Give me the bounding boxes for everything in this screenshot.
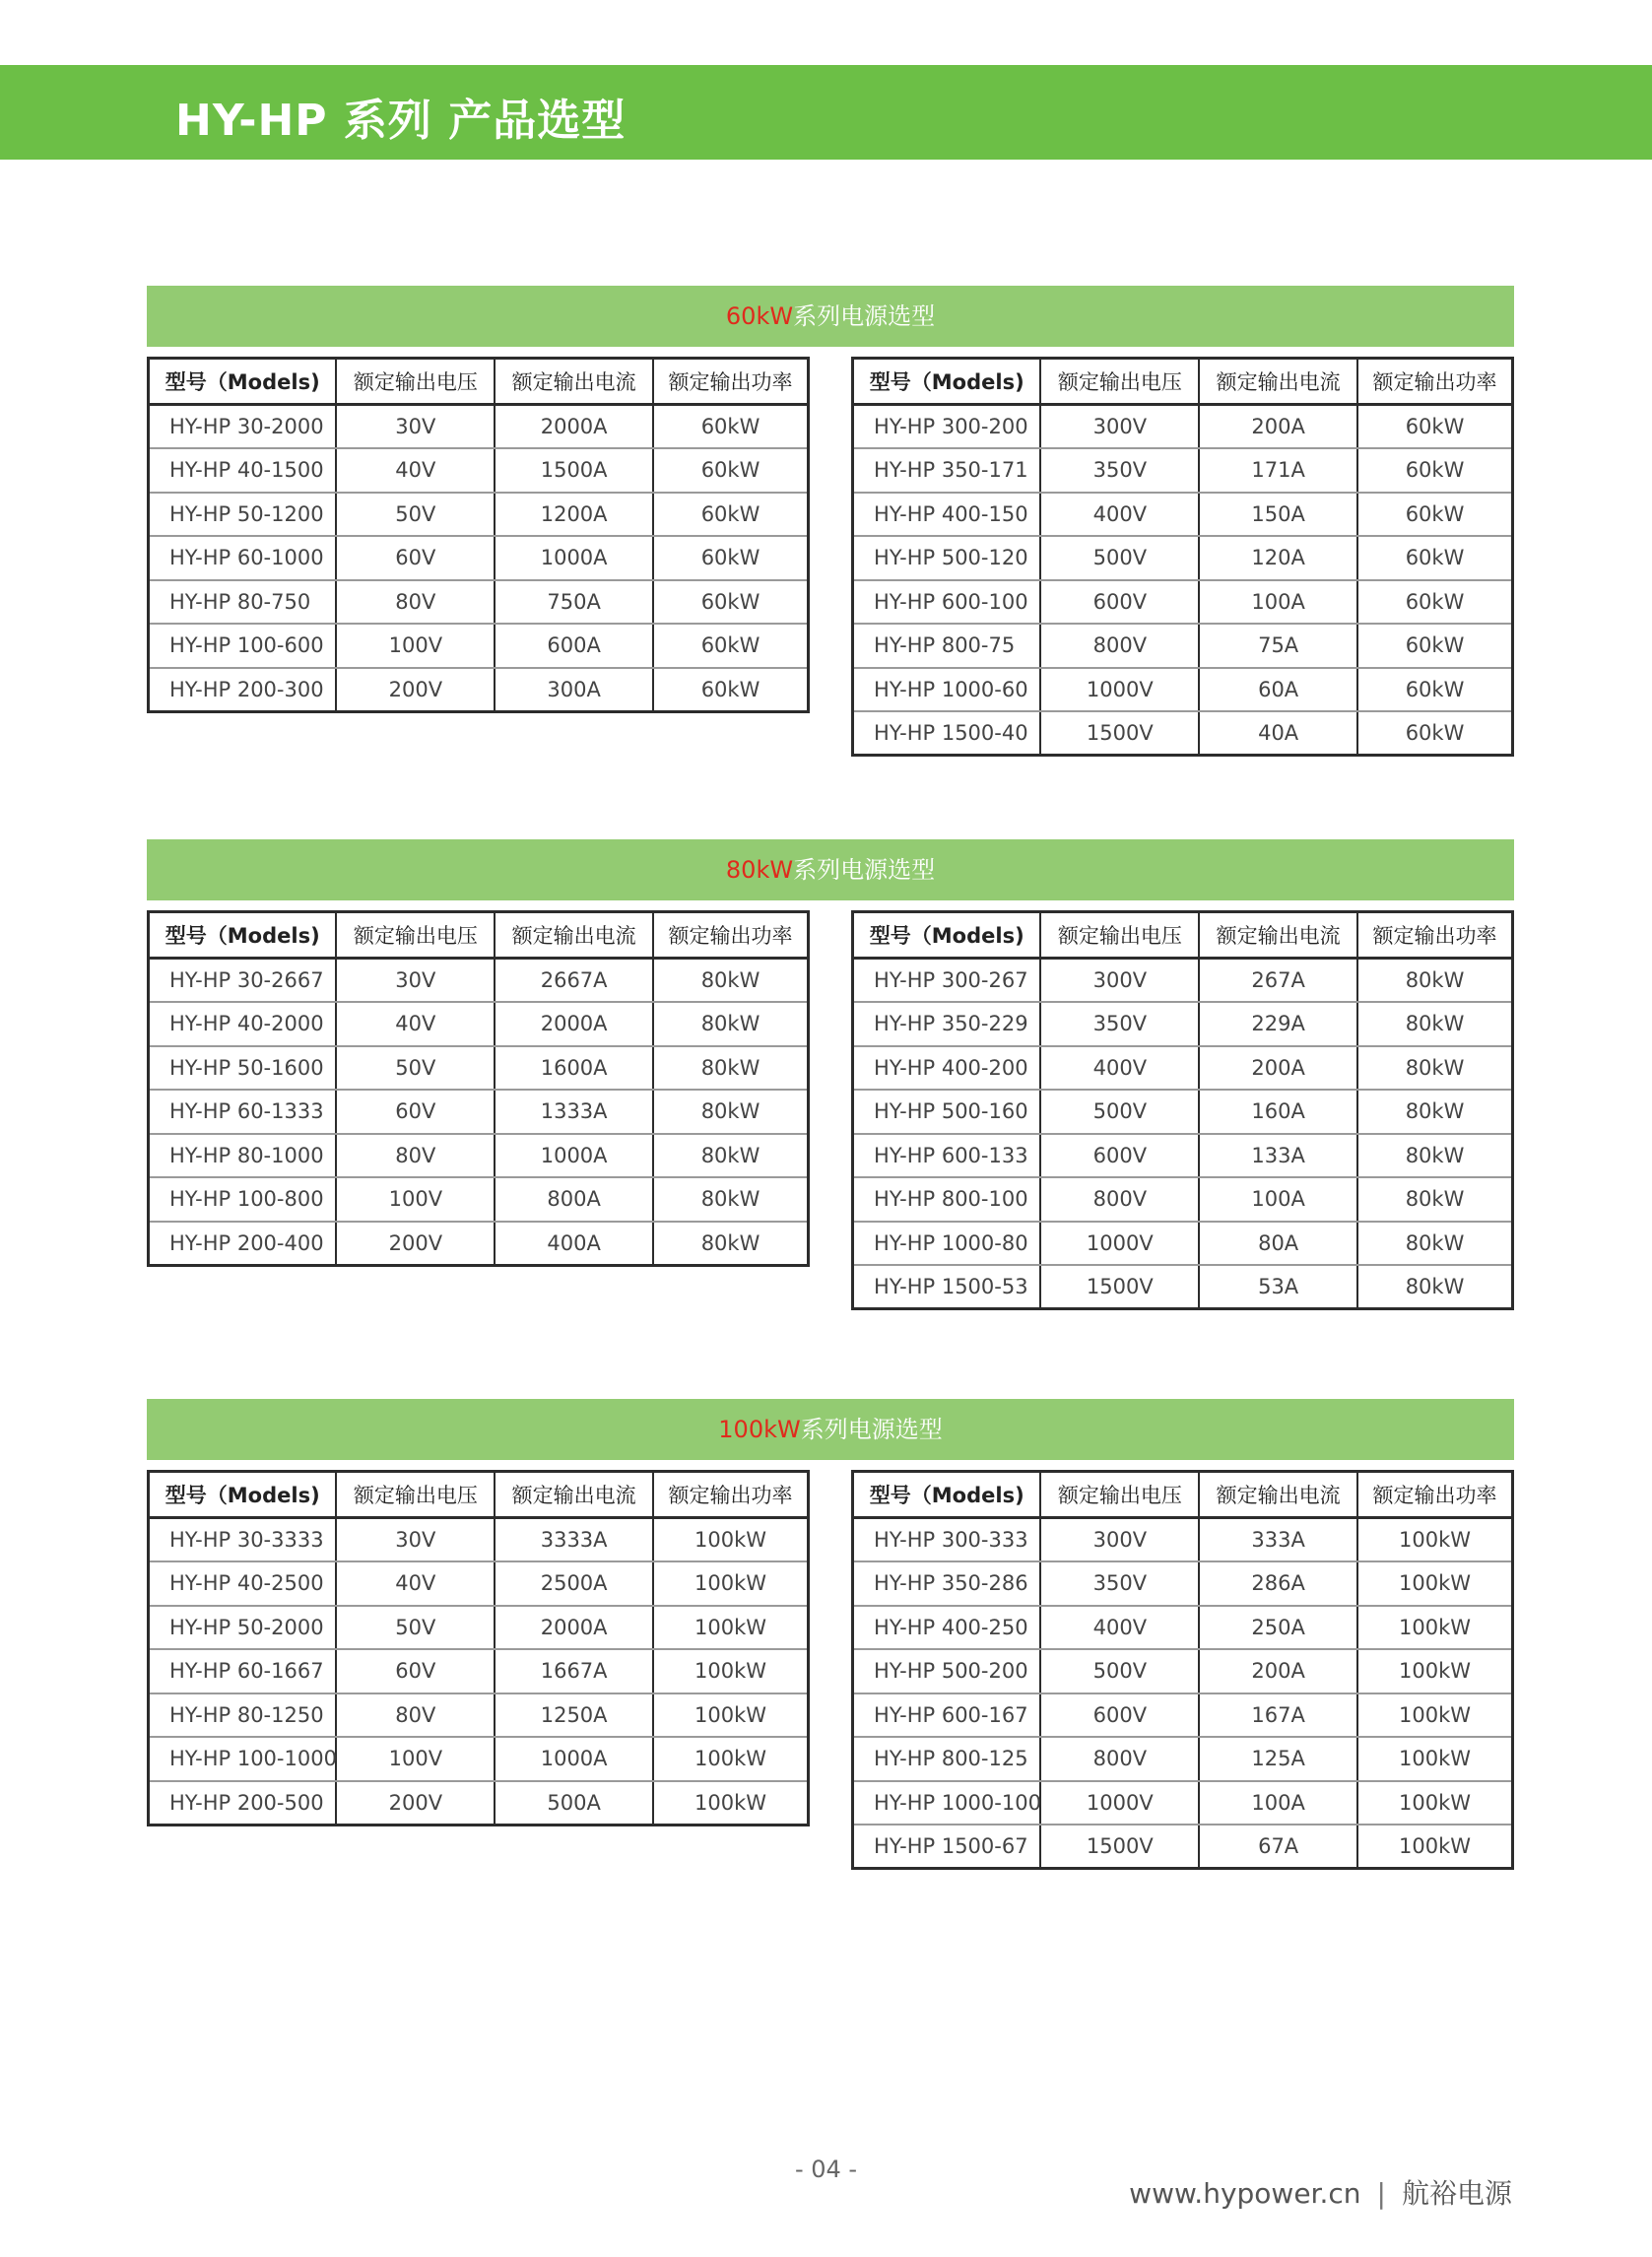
cell-model: HY-HP 50-1600	[149, 1046, 337, 1091]
cell-current: 53A	[1199, 1265, 1357, 1309]
cell-model: HY-HP 100-800	[149, 1177, 337, 1222]
cell-power: 80kW	[1357, 1222, 1512, 1266]
table-header-row	[149, 912, 809, 959]
table-row	[853, 668, 1513, 712]
section-title-text: 系列电源选型	[793, 302, 936, 330]
cell-power: 100kW	[1357, 1606, 1512, 1650]
spec-table-right	[851, 1470, 1514, 1870]
cell-voltage: 50V	[336, 1606, 495, 1650]
cell-voltage: 1500V	[1040, 1825, 1199, 1869]
cell-voltage: 1500V	[1040, 711, 1199, 756]
cell-power: 60kW	[653, 405, 808, 449]
cell-model: HY-HP 600-100	[853, 580, 1041, 625]
cell-voltage: 80V	[336, 1693, 495, 1738]
table-row	[853, 1090, 1513, 1134]
table-row	[853, 959, 1513, 1003]
cell-voltage: 40V	[336, 448, 495, 493]
cell-power: 100kW	[1357, 1737, 1512, 1781]
section-title	[147, 286, 1514, 347]
cell-voltage: 30V	[336, 405, 495, 449]
cell-voltage: 200V	[336, 1781, 495, 1826]
column-header-voltage: 额定输出电压	[336, 912, 495, 959]
table-header-row	[853, 912, 1513, 959]
cell-voltage: 1000V	[1040, 1222, 1199, 1266]
cell-current: 286A	[1199, 1561, 1357, 1606]
column-header-model: 型号（Models)	[853, 1472, 1041, 1518]
cell-voltage: 100V	[336, 1177, 495, 1222]
column-header-current: 额定输出电流	[495, 1472, 653, 1518]
column-header-voltage: 额定输出电压	[336, 1472, 495, 1518]
table-row	[853, 1561, 1513, 1606]
cell-power: 60kW	[1357, 405, 1512, 449]
cell-power: 80kW	[653, 959, 808, 1003]
table-header-row	[853, 1472, 1513, 1518]
cell-power: 80kW	[1357, 1134, 1512, 1178]
cell-model: HY-HP 300-267	[853, 959, 1041, 1003]
cell-power: 100kW	[653, 1693, 808, 1738]
cell-model: HY-HP 400-250	[853, 1606, 1041, 1650]
cell-current: 167A	[1199, 1693, 1357, 1738]
footer-site	[1129, 2172, 1512, 2212]
cell-current: 200A	[1199, 1649, 1357, 1693]
cell-current: 2500A	[495, 1561, 653, 1606]
cell-power: 60kW	[1357, 448, 1512, 493]
cell-current: 1250A	[495, 1693, 653, 1738]
cell-voltage: 800V	[1040, 624, 1199, 668]
section-title-power: 100kW	[718, 1416, 801, 1443]
cell-voltage: 400V	[1040, 493, 1199, 537]
cell-current: 2000A	[495, 1002, 653, 1046]
cell-power: 100kW	[694, 1790, 767, 1815]
cell-voltage: 100V	[336, 624, 495, 668]
cell-power: 80kW	[1357, 1002, 1512, 1046]
cell-voltage: 800V	[1040, 1177, 1199, 1222]
cell-model: HY-HP 60-1667	[149, 1649, 337, 1693]
cell-voltage: 350V	[1040, 1002, 1199, 1046]
cell-power: 60kW	[653, 448, 808, 493]
cell-model: HY-HP 350-171	[853, 448, 1041, 493]
table-row	[149, 448, 809, 493]
table-row	[853, 405, 1513, 449]
cell-voltage: 80V	[336, 1134, 495, 1178]
table-row	[149, 1737, 809, 1781]
cell-current: 1000A	[495, 536, 653, 580]
column-header-voltage: 额定输出电压	[1040, 359, 1199, 405]
section-title	[147, 839, 1514, 900]
table-row	[853, 1825, 1513, 1869]
table-row	[853, 1046, 1513, 1091]
cell-power: 60kW	[1405, 721, 1465, 745]
cell-power: 80kW	[1357, 959, 1512, 1003]
cell-model: HY-HP 1000-80	[853, 1222, 1041, 1266]
cell-power: 100kW	[653, 1561, 808, 1606]
cell-model: HY-HP 40-2500	[149, 1561, 337, 1606]
table-header-row	[149, 1472, 809, 1518]
cell-model: HY-HP 500-120	[853, 536, 1041, 580]
cell-model: HY-HP 200-400	[149, 1222, 337, 1266]
cell-power: 80kW	[653, 1177, 808, 1222]
cell-current: 1000A	[495, 1134, 653, 1178]
cell-voltage: 500V	[1040, 1649, 1199, 1693]
cell-power: 60kW	[1357, 580, 1512, 625]
cell-model: HY-HP 40-2000	[149, 1002, 337, 1046]
table-row	[853, 711, 1513, 756]
cell-model: HY-HP 80-1000	[149, 1134, 337, 1178]
column-header-current: 额定输出电流	[495, 359, 653, 405]
cell-voltage: 60V	[336, 536, 495, 580]
cell-model: HY-HP 60-1000	[149, 536, 337, 580]
cell-current: 1200A	[495, 493, 653, 537]
table-row	[853, 1134, 1513, 1178]
cell-current: 133A	[1199, 1134, 1357, 1178]
cell-power: 80kW	[1405, 1275, 1465, 1298]
cell-voltage: 50V	[336, 493, 495, 537]
cell-power: 100kW	[1357, 1518, 1512, 1562]
cell-power: 80kW	[653, 1134, 808, 1178]
company-name: 航裕电源	[1401, 2177, 1512, 2210]
cell-voltage: 60V	[336, 1090, 495, 1134]
cell-voltage: 30V	[336, 959, 495, 1003]
cell-model: HY-HP 300-333	[853, 1518, 1041, 1562]
cell-model: HY-HP 300-200	[853, 405, 1041, 449]
cell-model: HY-HP 200-300	[149, 668, 337, 712]
cell-power: 60kW	[1357, 493, 1512, 537]
cell-current: 333A	[1199, 1518, 1357, 1562]
cell-model: HY-HP 500-200	[853, 1649, 1041, 1693]
column-header-current: 额定输出电流	[1199, 912, 1357, 959]
cell-model: HY-HP 1000-60	[853, 668, 1041, 712]
cell-current: 500A	[495, 1781, 653, 1826]
cell-voltage: 100V	[336, 1737, 495, 1781]
cell-model: HY-HP 100-1000	[149, 1737, 337, 1781]
table-header-row	[149, 359, 809, 405]
table-row	[853, 1177, 1513, 1222]
cell-model: HY-HP 50-2000	[149, 1606, 337, 1650]
table-row	[149, 1606, 809, 1650]
cell-current: 100A	[1199, 580, 1357, 625]
spec-table-left	[147, 910, 810, 1267]
column-header-model: 型号（Models)	[149, 912, 337, 959]
cell-voltage: 200V	[336, 668, 495, 712]
cell-power: 100kW	[1357, 1693, 1512, 1738]
table-row	[853, 1781, 1513, 1826]
cell-current: 75A	[1199, 624, 1357, 668]
column-header-power: 额定输出功率	[1357, 359, 1512, 405]
cell-model: HY-HP 1500-40	[853, 711, 1041, 756]
cell-model: HY-HP 50-1200	[149, 493, 337, 537]
table-row	[149, 580, 809, 625]
cell-power: 80kW	[653, 1090, 808, 1134]
table-row	[853, 580, 1513, 625]
cell-model: HY-HP 30-2000	[149, 405, 337, 449]
table-row	[853, 1518, 1513, 1562]
cell-voltage: 600V	[1040, 1693, 1199, 1738]
page-number: - 04 -	[794, 2156, 858, 2183]
column-header-model: 型号（Models)	[149, 359, 337, 405]
table-row	[853, 1649, 1513, 1693]
cell-current: 800A	[495, 1177, 653, 1222]
cell-current: 160A	[1199, 1090, 1357, 1134]
cell-power: 80kW	[653, 1046, 808, 1091]
table-row	[853, 493, 1513, 537]
column-header-power: 额定输出功率	[1357, 1472, 1512, 1518]
column-header-current: 额定输出电流	[1199, 359, 1357, 405]
cell-voltage: 1000V	[1040, 668, 1199, 712]
cell-model: HY-HP 800-125	[853, 1737, 1041, 1781]
header-bar	[0, 65, 1652, 160]
table-row	[149, 1693, 809, 1738]
cell-voltage: 40V	[336, 1561, 495, 1606]
table-row	[853, 1265, 1513, 1309]
cell-current: 1600A	[495, 1046, 653, 1091]
table-row	[149, 624, 809, 668]
cell-current: 750A	[495, 580, 653, 625]
cell-voltage: 1500V	[1040, 1265, 1199, 1309]
column-header-model: 型号（Models)	[149, 1472, 337, 1518]
cell-model: HY-HP 600-167	[853, 1693, 1041, 1738]
table-row	[149, 1134, 809, 1178]
section-title-power: 80kW	[725, 856, 794, 884]
cell-current: 200A	[1199, 1046, 1357, 1091]
section-title-power: 60kW	[725, 302, 794, 330]
cell-voltage: 50V	[336, 1046, 495, 1091]
table-row	[853, 1693, 1513, 1738]
section-title	[147, 1399, 1514, 1460]
cell-model: HY-HP 600-133	[853, 1134, 1041, 1178]
cell-current: 600A	[495, 624, 653, 668]
cell-current: 3333A	[495, 1518, 653, 1562]
cell-current: 400A	[495, 1222, 653, 1266]
column-header-power: 额定输出功率	[653, 912, 808, 959]
cell-model: HY-HP 800-100	[853, 1177, 1041, 1222]
cell-current: 300A	[495, 668, 653, 712]
section-title-text: 系列电源选型	[793, 856, 936, 884]
column-header-voltage: 额定输出电压	[1040, 912, 1199, 959]
table-row	[149, 405, 809, 449]
cell-current: 2000A	[495, 1606, 653, 1650]
cell-power: 100kW	[1357, 1781, 1512, 1826]
footer-separator: |	[1376, 2177, 1386, 2210]
cell-model: HY-HP 1000-100	[853, 1781, 1041, 1826]
column-header-power: 额定输出功率	[653, 1472, 808, 1518]
cell-current: 1500A	[495, 448, 653, 493]
column-header-power: 额定输出功率	[1357, 912, 1512, 959]
cell-current: 2667A	[495, 959, 653, 1003]
cell-voltage: 300V	[1040, 405, 1199, 449]
table-row	[149, 536, 809, 580]
cell-model: HY-HP 800-75	[853, 624, 1041, 668]
cell-model: HY-HP 80-750	[149, 580, 337, 625]
cell-power: 60kW	[1357, 536, 1512, 580]
cell-power: 100kW	[653, 1649, 808, 1693]
cell-voltage: 350V	[1040, 1561, 1199, 1606]
cell-current: 1667A	[495, 1649, 653, 1693]
cell-model: HY-HP 30-2667	[149, 959, 337, 1003]
cell-power: 80kW	[653, 1002, 808, 1046]
cell-power: 100kW	[1399, 1834, 1472, 1858]
cell-model: HY-HP 500-160	[853, 1090, 1041, 1134]
cell-current: 1000A	[495, 1737, 653, 1781]
cell-power: 60kW	[700, 677, 760, 701]
cell-power: 60kW	[1357, 668, 1512, 712]
column-header-voltage: 额定输出电压	[336, 359, 495, 405]
cell-power: 60kW	[653, 536, 808, 580]
cell-voltage: 40V	[336, 1002, 495, 1046]
cell-model: HY-HP 400-150	[853, 493, 1041, 537]
cell-power: 80kW	[1357, 1177, 1512, 1222]
cell-voltage: 200V	[336, 1222, 495, 1266]
cell-current: 80A	[1199, 1222, 1357, 1266]
cell-current: 229A	[1199, 1002, 1357, 1046]
cell-voltage: 400V	[1040, 1606, 1199, 1650]
column-header-model: 型号（Models)	[853, 912, 1041, 959]
table-row	[853, 536, 1513, 580]
cell-model: HY-HP 30-3333	[149, 1518, 337, 1562]
cell-power: 100kW	[1357, 1561, 1512, 1606]
spec-table-left	[147, 1470, 810, 1826]
website-link[interactable]: www.hypower.cn	[1129, 2177, 1361, 2210]
column-header-current: 额定输出电流	[1199, 1472, 1357, 1518]
table-row	[149, 1177, 809, 1222]
cell-current: 171A	[1199, 448, 1357, 493]
cell-model: HY-HP 100-600	[149, 624, 337, 668]
cell-current: 60A	[1199, 668, 1357, 712]
cell-model: HY-HP 350-286	[853, 1561, 1041, 1606]
cell-current: 267A	[1199, 959, 1357, 1003]
cell-power: 60kW	[653, 624, 808, 668]
column-header-power: 额定输出功率	[653, 359, 808, 405]
table-header-row	[853, 359, 1513, 405]
cell-model: HY-HP 1500-67	[853, 1825, 1041, 1869]
spec-table-right	[851, 910, 1514, 1310]
section-title-text: 系列电源选型	[800, 1416, 943, 1443]
cell-current: 2000A	[495, 405, 653, 449]
cell-voltage: 30V	[336, 1518, 495, 1562]
cell-voltage: 400V	[1040, 1046, 1199, 1091]
table-row	[149, 1781, 809, 1826]
cell-power: 80kW	[700, 1230, 760, 1255]
cell-current: 120A	[1199, 536, 1357, 580]
cell-voltage: 1000V	[1040, 1781, 1199, 1826]
cell-voltage: 600V	[1040, 1134, 1199, 1178]
table-row	[149, 959, 809, 1003]
cell-voltage: 500V	[1040, 1090, 1199, 1134]
cell-voltage: 350V	[1040, 448, 1199, 493]
table-row	[853, 1222, 1513, 1266]
cell-voltage: 60V	[336, 1649, 495, 1693]
cell-current: 250A	[1199, 1606, 1357, 1650]
table-row	[853, 448, 1513, 493]
cell-current: 125A	[1199, 1737, 1357, 1781]
cell-current: 200A	[1199, 405, 1357, 449]
table-row	[853, 1002, 1513, 1046]
table-row	[853, 624, 1513, 668]
cell-power: 100kW	[653, 1737, 808, 1781]
cell-power: 60kW	[653, 493, 808, 537]
page-title: HY-HP 系列 产品选型	[175, 96, 627, 146]
column-header-voltage: 额定输出电压	[1040, 1472, 1199, 1518]
column-header-current: 额定输出电流	[495, 912, 653, 959]
cell-model: HY-HP 350-229	[853, 1002, 1041, 1046]
cell-voltage: 800V	[1040, 1737, 1199, 1781]
cell-power: 80kW	[1357, 1046, 1512, 1091]
cell-power: 100kW	[653, 1518, 808, 1562]
cell-model: HY-HP 200-500	[149, 1781, 337, 1826]
table-row	[149, 493, 809, 537]
table-row	[149, 1090, 809, 1134]
table-row	[149, 1222, 809, 1266]
cell-model: HY-HP 1500-53	[853, 1265, 1041, 1309]
cell-power: 100kW	[1357, 1649, 1512, 1693]
cell-voltage: 300V	[1040, 1518, 1199, 1562]
cell-voltage: 600V	[1040, 580, 1199, 625]
table-row	[149, 1046, 809, 1091]
cell-current: 100A	[1199, 1781, 1357, 1826]
cell-current: 40A	[1199, 711, 1357, 756]
cell-current: 100A	[1199, 1177, 1357, 1222]
table-row	[149, 1649, 809, 1693]
cell-current: 1333A	[495, 1090, 653, 1134]
cell-model: HY-HP 400-200	[853, 1046, 1041, 1091]
table-row	[149, 1518, 809, 1562]
cell-power: 60kW	[1357, 624, 1512, 668]
cell-voltage: 300V	[1040, 959, 1199, 1003]
column-header-model: 型号（Models)	[853, 359, 1041, 405]
table-row	[853, 1737, 1513, 1781]
cell-current: 150A	[1199, 493, 1357, 537]
cell-voltage: 80V	[336, 580, 495, 625]
table-row	[149, 668, 809, 712]
cell-model: HY-HP 40-1500	[149, 448, 337, 493]
cell-current: 67A	[1199, 1825, 1357, 1869]
cell-power: 100kW	[653, 1606, 808, 1650]
cell-power: 80kW	[1357, 1090, 1512, 1134]
spec-table-right	[851, 357, 1514, 757]
table-row	[149, 1561, 809, 1606]
table-row	[853, 1606, 1513, 1650]
cell-power: 60kW	[653, 580, 808, 625]
cell-model: HY-HP 80-1250	[149, 1693, 337, 1738]
cell-voltage: 500V	[1040, 536, 1199, 580]
table-row	[149, 1002, 809, 1046]
spec-table-left	[147, 357, 810, 713]
cell-model: HY-HP 60-1333	[149, 1090, 337, 1134]
